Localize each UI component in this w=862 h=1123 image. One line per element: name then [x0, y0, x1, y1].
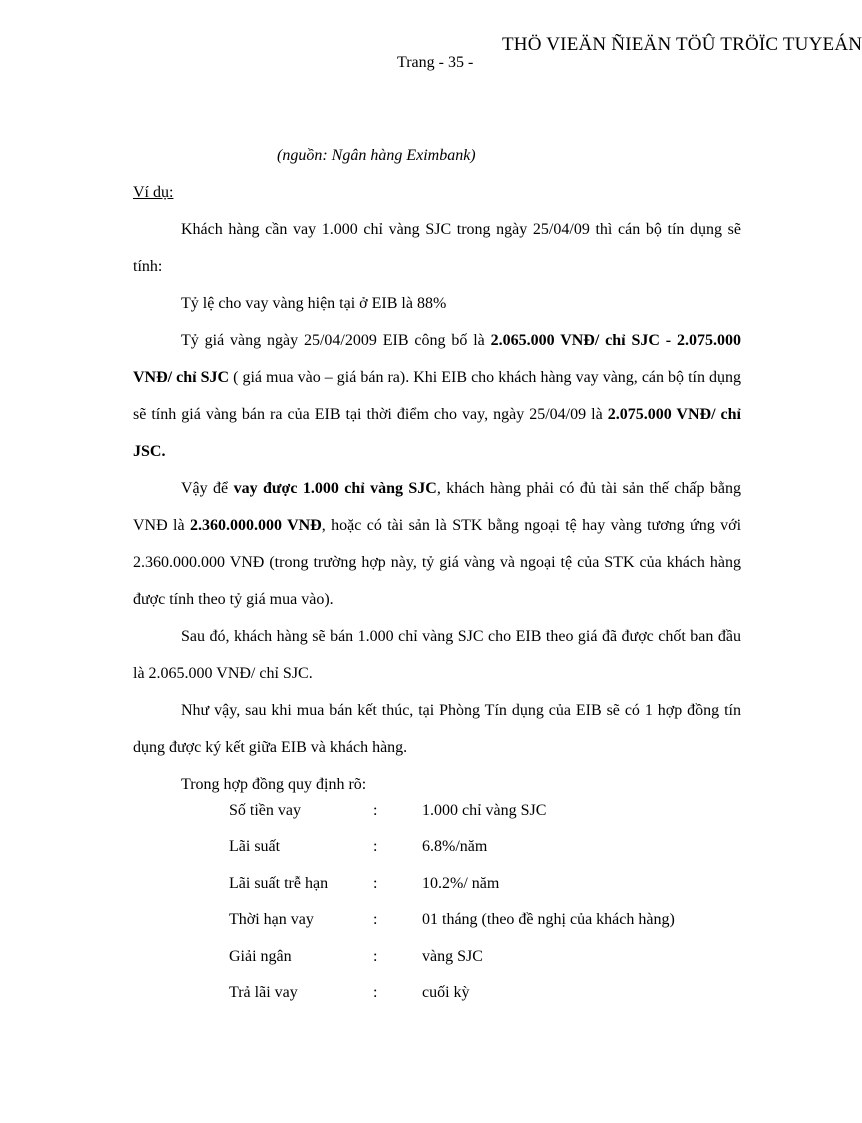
term-value: 01 tháng (theo đề nghị của khách hàng) — [422, 911, 675, 929]
term-label: Thời hạn vay — [229, 911, 314, 929]
term-label: Trả lãi vay — [229, 983, 298, 1001]
term-colon: : — [373, 838, 378, 856]
term-row-interest-payment — [133, 974, 741, 1010]
text-run: , khách hàng phải có đủ tài sản thế chấp bằng VNĐ là — [133, 480, 742, 534]
term-label: Lãi suất trễ hạn — [229, 874, 329, 892]
term-colon: : — [373, 802, 378, 819]
paragraph-loan-request: Khách hàng cần vay 1.000 chỉ vàng SJC trong ngày 25/04/09 thì cán bộ tín dụng sẽ tính: — [133, 221, 741, 275]
paragraph-contract: Như vậy, sau khi mua bán kết thúc, tại Phòng Tín dụng của EIB sẽ có 1 hợp đồng tín dụng được ký kết giữa EIB và khách hàng. — [133, 702, 741, 756]
example-heading: Ví dụ: — [133, 184, 174, 201]
term-row-overdue-rate — [133, 865, 741, 901]
term-colon: : — [373, 947, 378, 965]
term-value: 6.8%/năm — [422, 838, 488, 856]
text-run: , hoặc có tài sản là STK bằng ngoại tệ hay vàng tương ứng với 2.360.000.000 VNĐ (trong trường hợp này, tỷ giá vàng và ngoại tệ của STK của khách hàng được tính theo tỷ giá mua vào). — [133, 517, 742, 608]
term-row-loan-amount — [133, 792, 741, 828]
term-label: Số tiền vay — [229, 802, 301, 819]
term-colon: : — [373, 911, 378, 929]
term-row-disbursement — [133, 938, 741, 974]
paragraph-gold-rate — [133, 322, 741, 470]
paragraph-terms-intro: Trong hợp đồng quy định rõ: — [181, 776, 367, 793]
example-paragraphs — [133, 211, 741, 803]
term-value: vàng SJC — [422, 947, 483, 965]
contract-terms-list — [133, 792, 741, 1010]
source-note: (nguồn: Ngân hàng Eximbank) — [277, 147, 476, 164]
library-watermark-header: THÖ VIEÄN ÑIEÄN TÖÛ TRÖÏC TUYEÁN — [502, 34, 862, 55]
term-value: cuối kỳ — [422, 983, 470, 1001]
text-run: Tỷ giá vàng ngày 25/04/2009 EIB công bố là — [181, 332, 491, 349]
text-run: Vậy để — [181, 480, 234, 497]
term-value: 10.2%/ năm — [422, 874, 500, 892]
page-number: Trang - 35 - — [397, 54, 474, 71]
term-label: Lãi suất — [229, 838, 281, 856]
paragraph-loan-ratio: Tỷ lệ cho vay vàng hiện tại ở EIB là 88% — [181, 295, 447, 312]
paragraph-gold-sale: Sau đó, khách hàng sẽ bán 1.000 chỉ vàng SJC cho EIB theo giá đã được chốt ban đầu là 2.065.000 VNĐ/ chỉ SJC. — [133, 628, 741, 682]
term-row-interest-rate — [133, 828, 741, 864]
term-value: 1.000 chỉ vàng SJC — [422, 802, 547, 819]
bold-sell-rate: 2.075.000 VNĐ/ chỉ JSC. — [133, 406, 742, 460]
bold-loan-amount: vay được 1.000 chỉ vàng SJC — [233, 480, 437, 497]
paragraph-collateral — [133, 470, 741, 618]
term-row-loan-term — [133, 901, 741, 937]
term-colon: : — [373, 983, 378, 1001]
term-label: Giải ngân — [229, 947, 292, 965]
text-run: ( giá mua vào – giá bán ra). Khi EIB cho khách hàng vay vàng, cán bộ tín dụng sẽ tính giá vàng bán ra của EIB tại thời điểm cho vay, ngày 25/04/09 là — [133, 369, 742, 423]
term-colon: : — [373, 874, 378, 892]
bold-collateral-value: 2.360.000.000 VNĐ — [189, 517, 322, 534]
bold-rate-range: 2.065.000 VNĐ/ chỉ SJC - 2.075.000 VNĐ/ chỉ SJC — [133, 332, 741, 386]
